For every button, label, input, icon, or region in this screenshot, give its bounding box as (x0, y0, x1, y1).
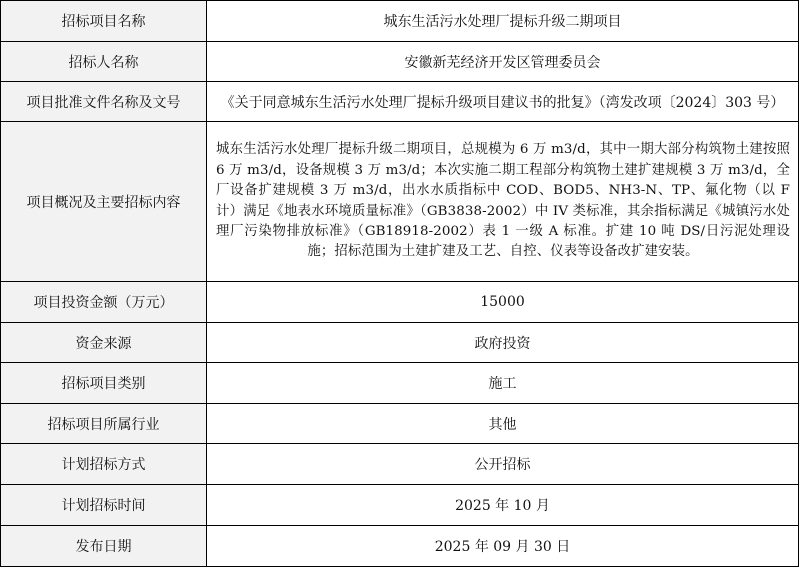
row-value: 公开招标 (207, 444, 799, 485)
table-row-publish-date (1, 526, 799, 567)
row-value: 2025 年 09 月 30 日 (207, 526, 799, 567)
table-row-project-name (1, 1, 799, 42)
row-label: 招标项目类别 (1, 363, 207, 404)
row-value: 《关于同意城东生活污水处理厂提标升级项目建议书的批复》（湾发改项〔2024〕303 号） (207, 82, 799, 122)
row-value: 其他 (207, 404, 799, 444)
row-label: 招标项目名称 (1, 1, 207, 42)
row-value: 15000 (207, 282, 799, 323)
table-row-tender-time (1, 485, 799, 526)
row-label: 资金来源 (1, 323, 207, 363)
table-row-tenderer-name (1, 42, 799, 82)
row-label: 发布日期 (1, 526, 207, 567)
row-value: 施工 (207, 363, 799, 404)
row-label: 项目投资金额（万元） (1, 282, 207, 323)
table-row-project-overview (1, 122, 799, 282)
row-label: 招标人名称 (1, 42, 207, 82)
row-label: 项目概况及主要招标内容 (1, 122, 207, 282)
row-label: 项目批准文件名称及文号 (1, 82, 207, 122)
row-value: 政府投资 (207, 323, 799, 363)
row-label: 计划招标方式 (1, 444, 207, 485)
row-value: 城东生活污水处理厂提标升级二期项目 (207, 1, 799, 42)
overview-paragraph: 城东生活污水处理厂提标升级二期项目，总规模为 6 万 m3/d，其中一期大部分构筑物土建按照 6 万 m3/d，设备规模 3 万 m3/d；本次实施二期工程部分构筑物土建扩建规模 3 万 m3/d，全厂设备扩建规模 3 万 m3/d，出水水质指标中 COD、BOD5、NH3-N、TP、氟化物（以 F 计）满足《地表水环境质量标准》（GB3838-2002）中 IV 类标准，其余指标满足《城镇污水处理厂污染物排放标准》（GB18918-2002）表 1 一级 A 标准。扩建 10 吨 DS/日污泥处理设施；招标范围为土建扩建及工艺、自控、仪表等设备改扩建安装。 (216, 142, 790, 260)
row-value: 安徽新芜经济开发区管理委员会 (207, 42, 799, 82)
table-row-investment-amount (1, 282, 799, 323)
row-value: 2025 年 10 月 (207, 485, 799, 526)
table-row-approval-document (1, 82, 799, 122)
table-row-tender-method (1, 444, 799, 485)
row-label: 计划招标时间 (1, 485, 207, 526)
row-label: 招标项目所属行业 (1, 404, 207, 444)
table-row-industry (1, 404, 799, 444)
table-row-project-category (1, 363, 799, 404)
table-row-funding-source (1, 323, 799, 363)
row-value-overview (207, 122, 799, 282)
